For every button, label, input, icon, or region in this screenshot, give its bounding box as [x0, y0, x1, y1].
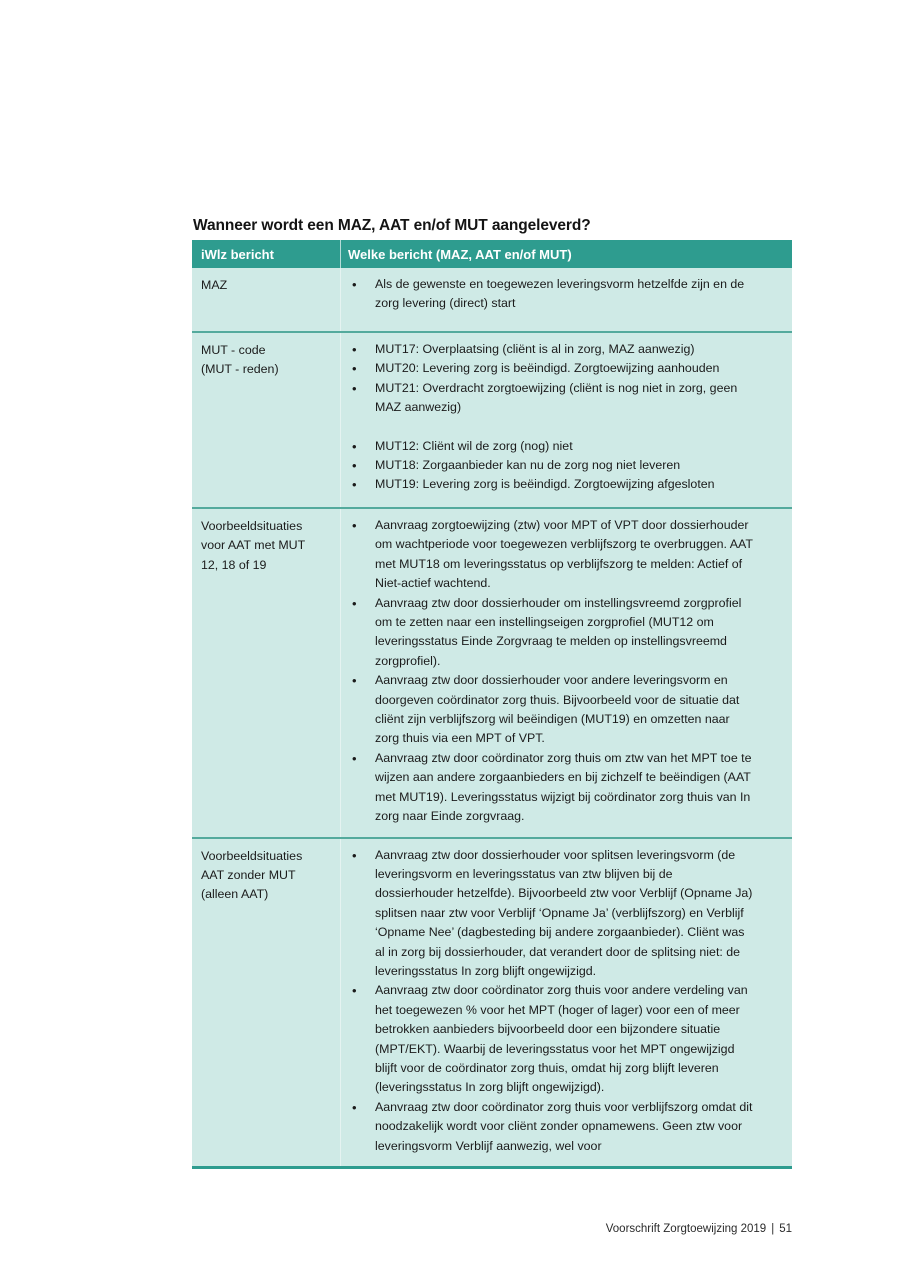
footer-document-title: Voorschrift Zorgtoewijzing 2019: [605, 1223, 767, 1235]
table-header-row: [192, 240, 792, 268]
row-label-line: (MUT - reden): [201, 362, 279, 377]
bullet-item: • Aanvraag ztw door coördinator zorg thuis voor andere verdeling van het toegewezen % voor het MPT (hoger of lager) voor een of meer betrokken aanbieders bijvoorbeeld door een bijzondere situatie (MPT/EKT). Waarbij de leveringsstatus voor het MPT ongewijzigd blijft voor de coördinator zorg thuis, omdat hij zorg blijft leveren (leveringsstatus In zorg blijft ongewijzigd).: [341, 981, 753, 1097]
bullet-item: • Aanvraag ztw door dossierhouder voor andere leveringsvorm en doorgeven coördinator zorg thuis. Bijvoorbeeld voor de situatie dat cliënt zijn verblijfszorg wil beëindigen (MUT19) en omzetten naar zorg thuis via een MPT of VPT.: [341, 671, 753, 749]
iwlz-bericht-table: [192, 240, 792, 1169]
page-title: Wanneer wordt een MAZ, AAT en/of MUT aangeleverd?: [193, 217, 591, 234]
column-header-iwlz-bericht: iWlz bericht: [201, 246, 274, 262]
bullet-list-mut-group-2: [341, 437, 753, 495]
bullet-list: [341, 846, 753, 1157]
row-label-line: MAZ: [201, 278, 228, 292]
bullet-item: • Aanvraag zorgtoewijzing (ztw) voor MPT of VPT door dossierhouder om wachtperiode voor toegewezen verblijfszorg te overbruggen. AAT met MUT18 om leveringsstatus op verblijfszorg te melden: Actief of Niet-actief wachtend.: [341, 516, 753, 594]
bullet-item: • Aanvraag ztw door dossierhouder voor splitsen leveringsvorm (de leveringsvorm en leveringsstatus van ztw blijven bij de dossierhouder hetzelfde). Bijvoorbeeld ztw voor Verblijf (Opname Ja) splitsen naar ztw voor Verblijf ‘Opname Ja’ (verblijfszorg) en Verblijf ‘Opname Nee’ (dagbesteding bij andere zorgaanbieder). Cliënt was al in zorg bij dossierhouder, dat verandert door de splitsing niet: de leveringsstatus In zorg blijft ongewijzigd.: [341, 846, 753, 982]
row-content-mut-code: [340, 333, 792, 507]
bullet-item: • MUT17: Overplaatsing (cliënt is al in zorg, MAZ aanwezig): [341, 340, 753, 359]
row-label-line: Voorbeeldsituaties: [201, 848, 303, 863]
row-label-line: AAT zonder MUT: [201, 867, 296, 882]
bullet-item: • MUT12: Cliënt wil de zorg (nog) niet: [341, 437, 753, 456]
bullet-list: [341, 516, 753, 827]
table-row-mut-code: [192, 331, 792, 507]
row-label-aat-zonder-mut: [192, 839, 340, 1167]
bullet-item: • Aanvraag ztw door coördinator zorg thuis om ztw van het MPT toe te wijzen aan andere zorgaanbieders en bij zichzelf te beëindigen (AAT met MUT19). Leveringsstatus wijzigt bij coördinator zorg thuis van In zorg naar Einde zorgvraag.: [341, 749, 753, 827]
table-row-aat-zonder-mut: [192, 837, 792, 1167]
bullet-item: • Aanvraag ztw door dossierhouder om instellingsvreemd zorgprofiel om te zetten naar een instellingseigen zorgprofiel (MUT12 om leveringsstatus Einde Zorgvraag te melden op instellingsvreemd zorgprofiel).: [341, 594, 753, 672]
bullet-item: • MUT20: Levering zorg is beëindigd. Zorgtoewijzing aanhouden: [341, 359, 753, 378]
page-footer: [192, 1223, 792, 1235]
bullet-item: • MUT18: Zorgaanbieder kan nu de zorg nog niet leveren: [341, 456, 753, 475]
row-label-line: MUT - code: [201, 343, 266, 357]
row-label-line: Voorbeeldsituaties: [201, 519, 303, 533]
row-label-line: (alleen AAT): [201, 887, 269, 902]
row-content-aat-met-mut: [340, 509, 792, 837]
footer-page-number: 51: [779, 1223, 792, 1235]
row-label-maz: [192, 268, 340, 331]
bullet-item: • MUT21: Overdracht zorgtoewijzing (cliënt is nog niet in zorg, geen MAZ aanwezig): [341, 379, 753, 418]
bullet-item: • MUT19: Levering zorg is beëindigd. Zorgtoewijzing afgesloten: [341, 475, 753, 494]
bullet-list-mut-group-1: [341, 340, 753, 418]
footer-separator: |: [771, 1223, 775, 1235]
column-header-welke-bericht: Welke bericht (MAZ, AAT en/of MUT): [340, 240, 792, 268]
table-row-aat-met-mut: [192, 507, 792, 837]
row-label-line: voor AAT met MUT: [201, 538, 306, 553]
table-row-maz: [192, 268, 792, 331]
row-label-aat-met-mut: [192, 509, 340, 837]
bullet-item: • Als de gewenste en toegewezen leveringsvorm hetzelfde zijn en de zorg levering (direct) start: [341, 275, 753, 314]
bullet-item: • Aanvraag ztw door coördinator zorg thuis voor verblijfszorg omdat dit noodzakelijk wordt voor cliënt zonder opnamewens. Geen ztw voor leveringsvorm Verblijf aanwezig, wel voor: [341, 1098, 753, 1156]
row-label-mut-code: [192, 333, 340, 507]
row-content-aat-zonder-mut: [340, 839, 792, 1167]
row-content-maz: [340, 268, 792, 331]
bullet-list: [341, 275, 753, 314]
row-label-line: 12, 18 of 19: [201, 557, 267, 572]
